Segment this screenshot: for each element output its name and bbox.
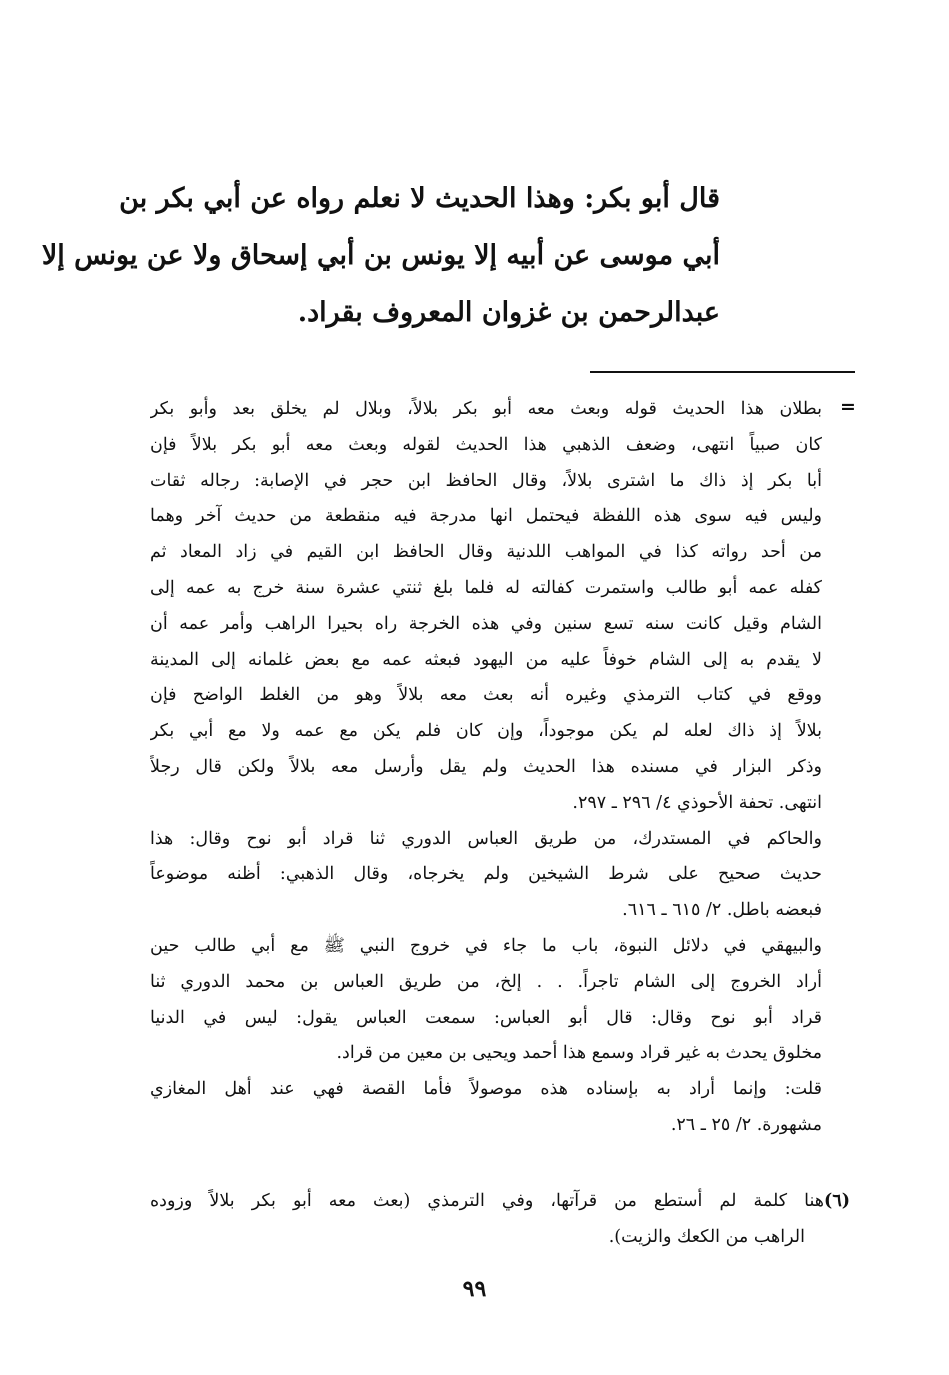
footnote-line: فبعضه باطل. ٢/ ٦١٥ ـ ٦١٦. [622,900,822,921]
footnote-line: كان صبياً انتهى، وضعف الذهبي هذا الحديث لقوله وبعث معه أبو بكر بلالاً فإن [150,434,822,455]
footnote-paragraph [150,392,822,822]
footnotes-block [150,392,822,1144]
page-number: ٩٩ [462,1276,487,1302]
footnote-line: بلالاً إذ ذاك لعله لم يكن موجوداً، وإن كان فلم يكن مع عمه ولا مع أبي بكر [150,721,822,742]
main-text-line: أبي موسى عن أبيه إلا يونس بن أبي إسحاق ولا عن يونس إلا [41,240,720,271]
main-text-block [41,170,720,341]
footnote-line: انتهى. تحفة الأحوذي ٤/ ٢٩٦ ـ ٢٩٧. [572,792,822,813]
footnote-6-line [150,1184,850,1220]
footnote-line: قراد أبو نوح وقال: قال أبو العباس: سمعت العباس يقول: ليس في الدنيا [150,1007,822,1028]
footnote-paragraph [150,929,822,1072]
footnote-separator-rule [590,371,855,373]
footnote-line: كفله عمه أبو طالب واستمرت كفالته له فلما بلغ ثنتي عشرة سنة خرج به عمه إلى [150,577,822,598]
footnote-number: (٦) [824,1191,850,1211]
footnote-line: بطلان هذا الحديث قوله وبعث معه أبو بكر بلالاً، وبلال لم يخلق بعد وأبو بكر [150,399,822,419]
main-text-line: عبدالرحمن بن غزوان المعروف بقراد. [297,297,720,328]
footnote-6-line: الراهب من الكعك والزيت). [608,1226,805,1247]
footnote-6-text: هنا كلمة لم أستطع من قرآتها، وفي الترمذي (بعث معه أبو بكر بلالاً وزوده [150,1191,825,1211]
footnote-paragraph [150,822,822,929]
footnote-line: والحاكم في المستدرك، من طريق العباس الدوري ثنا قراد أبو نوح وقال: هذا [150,828,822,849]
main-text-line: قال أبو بكر: وهذا الحديث لا نعلم رواه عن أبي بكر بن [119,183,720,214]
footnote-6 [150,1184,850,1256]
footnote-line: وذكر البزار في مسنده هذا الحديث ولم يقل وأرسل معه بلالاً ولكن قال رجلاً [150,756,822,777]
footnote-line: من أحد رواته كذا في المواهب اللدنية وقال الحافظ ابن القيم في زاد المعاد ثم [150,542,822,563]
footnote-line: مخلوق يحدث به غير قراد وسمع هذا أحمد ويحيى بن معين من قراد. [336,1043,822,1064]
footnote-line: حديث صحيح على شرط الشيخين ولم يخرجاه، وقال الذهبي: أظنه موضوعاً [150,864,822,885]
footnote-line: أراد الخروج إلى الشام تاجراً. . . إلخ، من طريق العباس بن محمد الدوري ثنا [150,971,822,992]
footnote-line: الشام وقيل كانت سنه تسع سنين وفي هذه الخرجة راه بحيرا الراهب وأمر عمه أن [150,613,822,634]
footnote-line: والبيهقي في دلائل النبوة، باب ما جاء في خروج النبي ﷺ مع أبي طالب حين [150,935,822,956]
footnote-line: ووقع في كتاب الترمذي وغيره أنه بعث معه بلالاً وهو من الغلط الواضح فإن [150,685,822,706]
footnote-line: أبا بكر إذ ذاك ما اشترى بلالاً، وقال الحافظ ابن حجر في الإصابة: رجاله ثقات [150,470,822,491]
footnote-line: مشهورة. ٢/ ٢٥ ـ ٢٦. [670,1114,822,1135]
footnote-line: لا يقدم به إلى الشام خوفاً عليه من اليهود فبعثه عمه مع بعض غلمانه إلى المدينة [150,649,822,670]
continuation-marker: = [840,396,856,418]
footnote-paragraph [150,1072,822,1144]
footnote-line: وليس فيه سوى هذه اللفظة فيحتمل انها مدرجة فيه منقطعة من حديث آخر وهما [150,506,822,527]
footnote-line: قلت: وإنما أراد به بإسناده هذه موصولاً فأما القصة فهي عند أهل المغازي [150,1079,822,1100]
